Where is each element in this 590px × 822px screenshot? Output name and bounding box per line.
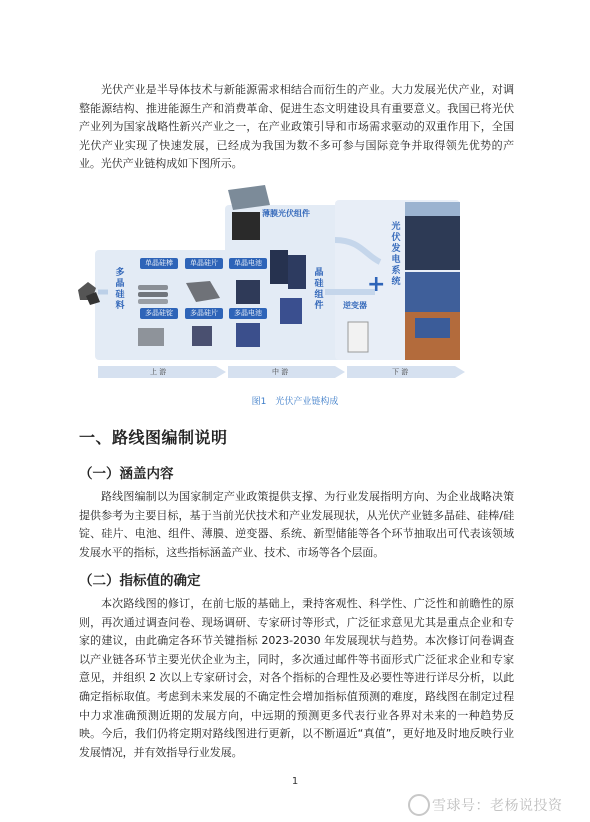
label-multi-wafer: 多晶硅片	[185, 308, 223, 319]
stage-midstream: 中 游	[272, 368, 289, 376]
thin-film-image-2	[232, 212, 260, 240]
inverter-image	[348, 322, 368, 352]
label-si-module: 晶硅组件	[314, 268, 324, 311]
multi-wafer-image	[192, 326, 212, 346]
label-multi-ingot: 多晶硅锭	[140, 308, 178, 319]
label-inverter: 逆变器	[343, 300, 367, 310]
mono-rod-image	[138, 285, 168, 304]
intro-paragraph: 光伏产业是半导体技术与新能源需求相结合而衍生的产业。大力发展光伏产业，对调整能源结构、推进能源生产和消费革命、促进生态文明建设具有重要意义。我国已将光伏产业列为国家战略性新兴产业之一，在产业政策引导和市场需求驱动的双重作用下，全国光伏产业实现了快速发展，已经成为我国为数不多可参与国际竞争并取得领先优势的产业。光伏产业链构成如下图所示。	[79, 83, 514, 171]
pv-roof-photo	[405, 272, 460, 312]
multi-cell-image	[236, 323, 260, 347]
pv-industry-chain-figure	[0, 0, 590, 400]
label-multi-si: 多晶硅料	[115, 268, 125, 311]
label-mono-cell: 单晶电池	[229, 258, 267, 269]
stage-downstream: 下 游	[392, 368, 409, 376]
coverage-paragraph: 路线图编制以为国家制定产业政策提供支撑、为行业发展指明方向、为企业战略决策提供参考为主要目标，基于当前光伏技术和产业发展现状，从光伏产业链多晶硅、硅棒/硅锭、硅片、电池、组件、薄膜、逆变器、系统、新型储能等各个环节抽取出可代表该领域发展水平的指标，这些指标涵盖产业、技术、市场等各个层面。	[79, 490, 514, 559]
section-heading: 一、路线图编制说明	[79, 428, 228, 447]
module-image-1	[270, 250, 288, 284]
label-mono-rod: 单晶硅棒	[140, 258, 178, 269]
plus-sign: +	[367, 272, 386, 297]
subsection-heading-indicators: （二）指标值的确定	[79, 573, 201, 589]
page-number: 1	[291, 776, 299, 787]
indicators-paragraph: 本次路线图的修订，在前七版的基础上，秉持客观性、科学性、广泛性和前瞻性的原则，再次通过调查问卷、现场调研、专家研讨等形式，广泛征求意见尤其是重点企业和专家的建议，由此确定各环节关键指标 2023-2030 年发展现状与趋势。本次修订问卷调查以产业链各环节主要光伏企业为主，同时，多次通过邮件等书面形式广泛征求企业和专家意见，并组织 2 次以上专家研讨会，对各个指标的合理性及必要性等进行详尽分析，以此确定指标取值。考虑到未来发展的不确定性会增加指标值预测的难度，路线图在制定过程中力求准确预测近期的发展方向，中远期的预测更多代表行业各界对未来的一种趋势反映。今后，我们仍将定期对路线图进行更新，以不断逼近“真值”，更好地及时地反映行业发展情况，并有效指导行业发展。	[79, 597, 514, 759]
watermark: 雪球号：老杨说投资	[432, 798, 563, 814]
module-image-3	[280, 298, 302, 324]
stage-upstream: 上 游	[150, 368, 167, 376]
label-multi-cell: 多晶电池	[229, 308, 267, 319]
watermark-logo-icon	[408, 794, 430, 816]
mono-cell-image	[236, 280, 260, 304]
subsection-heading-coverage: （一）涵盖内容	[79, 466, 174, 482]
module-image-2	[288, 255, 306, 289]
figure-graphics	[0, 0, 590, 400]
label-mono-wafer: 单晶硅片	[185, 258, 223, 269]
label-thin-film: 薄膜光伏组件	[262, 208, 310, 218]
multi-ingot-image	[138, 328, 164, 346]
label-pv-system: 光伏发电系统	[391, 222, 401, 287]
figure-caption: 图1 光伏产业链构成	[251, 397, 339, 407]
